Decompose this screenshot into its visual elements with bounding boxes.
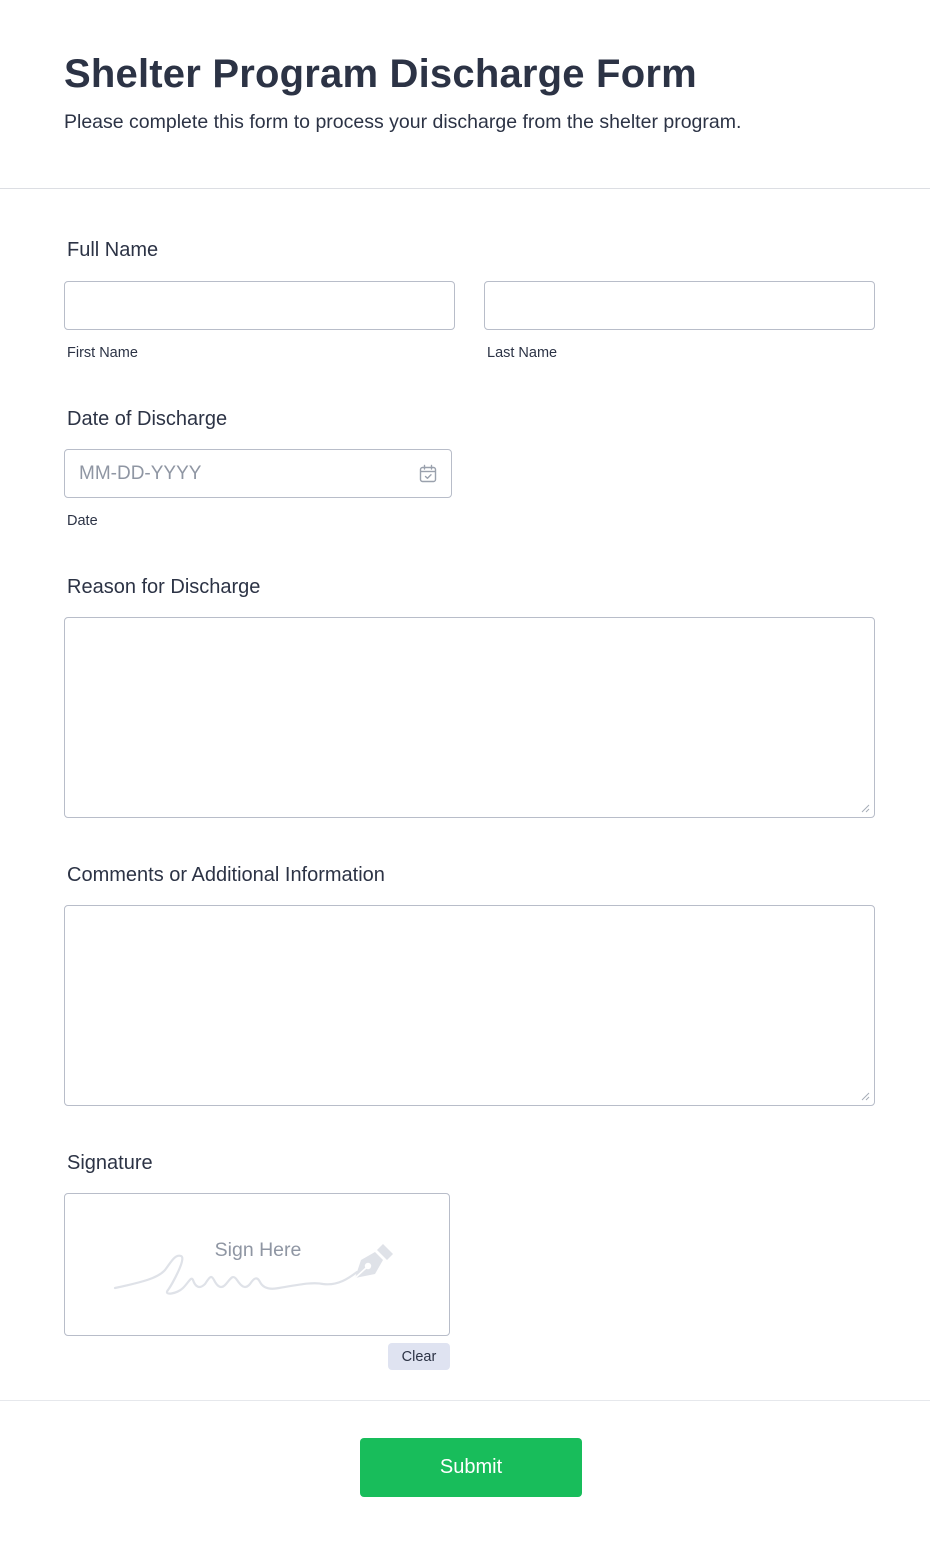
- discharge-date-input[interactable]: [65, 450, 451, 497]
- page-subtitle: Please complete this form to process your discharge from the shelter program.: [64, 111, 742, 133]
- last-name-sublabel: Last Name: [487, 345, 558, 361]
- reason-textarea[interactable]: [65, 618, 874, 817]
- signature-pad[interactable]: [64, 1193, 450, 1336]
- footer-divider: [0, 1400, 930, 1401]
- first-name-sublabel: First Name: [67, 345, 138, 361]
- signature-label: Signature: [67, 1152, 153, 1174]
- full-name-label: Full Name: [67, 239, 159, 261]
- form-header: [0, 0, 930, 189]
- signature-prompt-text: Sign Here: [214, 1239, 302, 1261]
- first-name-field[interactable]: [64, 281, 455, 330]
- discharge-date-label: Date of Discharge: [67, 408, 228, 430]
- resize-grip-icon[interactable]: [860, 803, 870, 813]
- discharge-date-field[interactable]: [64, 449, 452, 498]
- comments-field[interactable]: [64, 905, 875, 1106]
- discharge-date-sublabel: Date: [67, 513, 98, 529]
- last-name-input[interactable]: [485, 282, 874, 329]
- calendar-icon[interactable]: [418, 464, 438, 484]
- last-name-field[interactable]: [484, 281, 875, 330]
- reason-field[interactable]: [64, 617, 875, 818]
- first-name-input[interactable]: [65, 282, 454, 329]
- comments-textarea[interactable]: [65, 906, 874, 1105]
- signature-prompt: [65, 1239, 451, 1262]
- reason-label: Reason for Discharge: [67, 576, 261, 598]
- resize-grip-icon[interactable]: [860, 1091, 870, 1101]
- submit-button[interactable]: Submit: [360, 1438, 582, 1497]
- comments-label: Comments or Additional Information: [67, 864, 385, 886]
- page-title: Shelter Program Discharge Form: [64, 52, 697, 96]
- clear-signature-button[interactable]: Clear: [388, 1343, 450, 1370]
